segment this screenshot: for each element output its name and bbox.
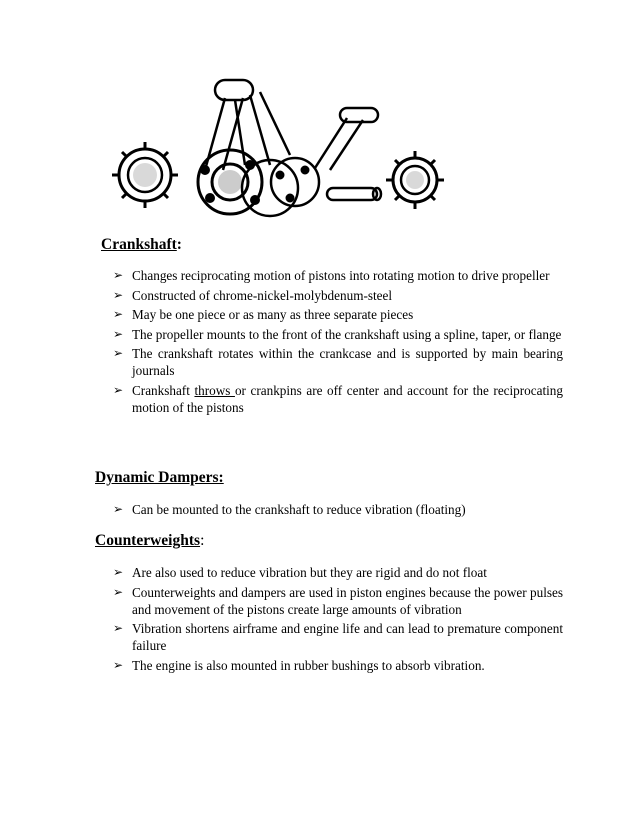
arrow-bullet-icon: ➢ [113,307,124,321]
list-item [113,620,563,654]
bullet-text: May be one piece or as many as three separate pieces [132,307,414,322]
crankshaft-heading [101,236,182,254]
crankshaft-illustration [85,70,480,225]
arrow-bullet-icon: ➢ [113,621,124,636]
list-item [113,584,563,618]
bullet-text-pre: Crankshaft [132,382,195,398]
bullet-text-post: or crankpins are off center and account for the reciprocating motion of the pistons [132,382,563,415]
list-item [113,501,563,518]
dynamic-dampers-heading [95,469,224,487]
arrow-bullet-icon: ➢ [113,346,124,360]
bullet-text: Changes reciprocating motion of pistons into rotating motion to drive propeller [132,268,550,283]
crankshaft-bullet-list [113,267,563,418]
list-item [113,287,563,304]
arrow-bullet-icon: ➢ [113,287,124,302]
list-item [113,306,563,323]
counterweights-bullet-list [113,564,563,676]
bullet-text: Constructed of chrome-nickel-molybdenum-steel [132,287,393,303]
connecting-rods [205,80,378,170]
arrow-bullet-icon: ➢ [113,502,124,516]
list-item [113,382,563,416]
arrow-bullet-icon: ➢ [113,657,124,672]
bullet-text: Are also used to reduce vibration but they are rigid and do not float [132,565,487,580]
bullet-text-underlined: throws [194,382,235,398]
dynamic-dampers-bullet-list [113,501,563,521]
arrow-bullet-icon: ➢ [113,565,124,579]
list-item [113,267,563,284]
bullet-text: Vibration shortens airframe and engine life and can lead to premature component failure [132,621,563,654]
bullet-text: The crankshaft rotates within the crankcase and is supported by main bearing journals [132,346,563,379]
crankshaft-heading-title: Crankshaft [101,236,177,253]
list-item [113,657,563,674]
list-item [113,564,563,581]
crankshaft-heading-colon: : [176,236,182,253]
arrow-bullet-icon: ➢ [113,326,124,341]
list-item [113,326,563,343]
bullet-text: Counterweights and dampers are used in piston engines because the power pulses and movement of the pistons create large amounts of vibration [132,584,563,617]
right-counterweight-gear [386,151,444,209]
arrow-bullet-icon: ➢ [113,268,124,282]
central-crank-disks [198,150,319,216]
crankshaft-drawing [85,70,480,225]
counterweights-heading [95,532,204,550]
crank-pin [327,188,381,200]
bullet-text: The propeller mounts to the front of the crankshaft using a spline, taper, or flange [132,326,562,342]
counterweights-heading-title: Counterweights [95,532,201,549]
counterweights-heading-colon: : [200,532,205,549]
dynamic-dampers-heading-title: Dynamic Dampers: [95,469,224,486]
left-counterweight-gear [112,142,178,208]
arrow-bullet-icon: ➢ [113,584,124,599]
arrow-bullet-icon: ➢ [113,382,124,397]
list-item [113,345,563,379]
bullet-text: Can be mounted to the crankshaft to reduce vibration (floating) [132,502,466,517]
bullet-text: The engine is also mounted in rubber bushings to absorb vibration. [132,657,485,673]
